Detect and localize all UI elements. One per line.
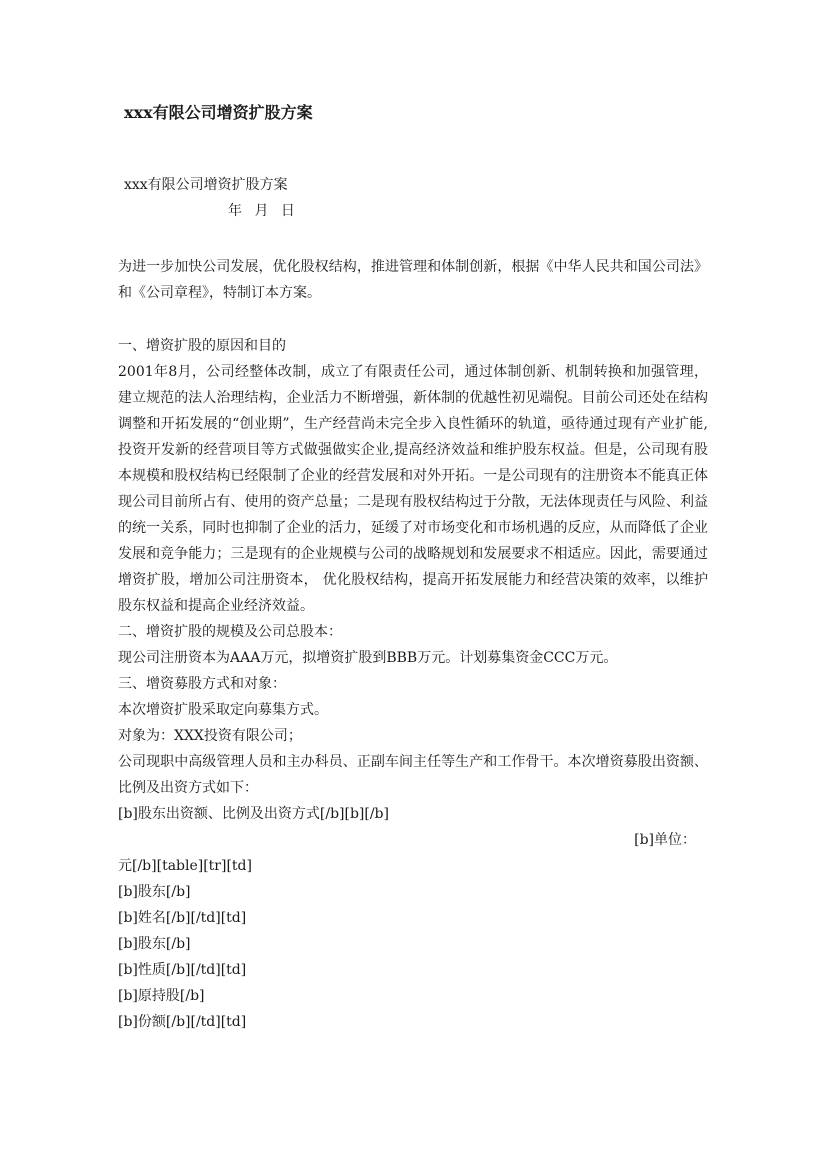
section3-line1: 本次增资扩股采取定向募集方式。: [118, 702, 328, 718]
intro-paragraph: 为进一步加快公司发展，优化股权结构，推进管理和体制创新，根据《中华人民共和国公司法》和《公司章程》，特制订本方案。: [118, 259, 708, 301]
raw-markup-line: [b]股东出资额、比例及出资方式[/b][b][/b]: [118, 806, 389, 822]
raw-markup-line: [b]原持股[/b]: [118, 988, 205, 1004]
section1-heading: 一、增资扩股的原因和目的: [118, 338, 286, 354]
raw-markup-line: [b]姓名[/b][/td][td]: [118, 910, 247, 926]
raw-markup-line: [b]份额[/b][/td][td]: [118, 1014, 247, 1030]
raw-markup-line: 元[/b][table][tr][td]: [118, 858, 252, 874]
section3-line2: 对象为：XXX投资有限公司；: [118, 728, 302, 744]
section2-body: 现公司注册资本为AAA万元，拟增资扩股到BBB万元。计划募集资金CCC万元。: [118, 650, 618, 666]
document-title: xxx有限公司增资扩股方案: [124, 103, 313, 122]
date-line: 年 月 日: [228, 203, 299, 219]
section1-body: 2001年8月，公司经整体改制，成立了有限责任公司，通过体制创新、机制转换和加强管理，建立规范的法人治理结构，企业活力不断增强，新体制的优越性初见端倪。目前公司还处在结构调整和开拓发展的“创业期”，生产经营尚未完全步入良性循环的轨道，亟待通过现有产业扩能,投资开发新的经营项目等方式做强做实企业,提高经济效益和维护股东权益。但是，公司现有股本规模和股权结构已经限制了企业的经营发展和对外开拓。一是公司现有的注册资本不能真正体现公司目前所占有、使用的资产总量；二是现有股权结构过于分散，无法体现责任与风险、利益的统一关系，同时也抑制了企业的活力，延缓了对市场变化和市场机遇的反应，从而降低了企业发展和竞争能力；三是现有的企业规模与公司的战略规划和发展要求不相适应。因此，需要通过增资扩股，增加公司注册资本， 优化股权结构，提高开拓发展能力和经营决策的效率，以维护股东权益和提高企业经济效益。: [118, 364, 708, 614]
section3-heading: 三、增资募股方式和对象：: [118, 676, 286, 692]
raw-markup-line: [b]股东[/b]: [118, 884, 191, 900]
section2-heading: 二、增资扩股的规模及公司总股本：: [118, 624, 342, 640]
raw-markup-line: [b]性质[/b][/td][td]: [118, 962, 247, 978]
section3-line3: 公司现职中高级管理人员和主办科员、正副车间主任等生产和工作骨干。本次增资募股出资额、比例及出资方式如下：: [118, 754, 708, 796]
raw-unit-line: [b]单位：: [634, 832, 696, 848]
raw-markup-line: [b]股东[/b]: [118, 936, 191, 952]
main-content: [118, 333, 708, 1035]
document-subtitle: xxx有限公司增资扩股方案: [124, 177, 288, 193]
